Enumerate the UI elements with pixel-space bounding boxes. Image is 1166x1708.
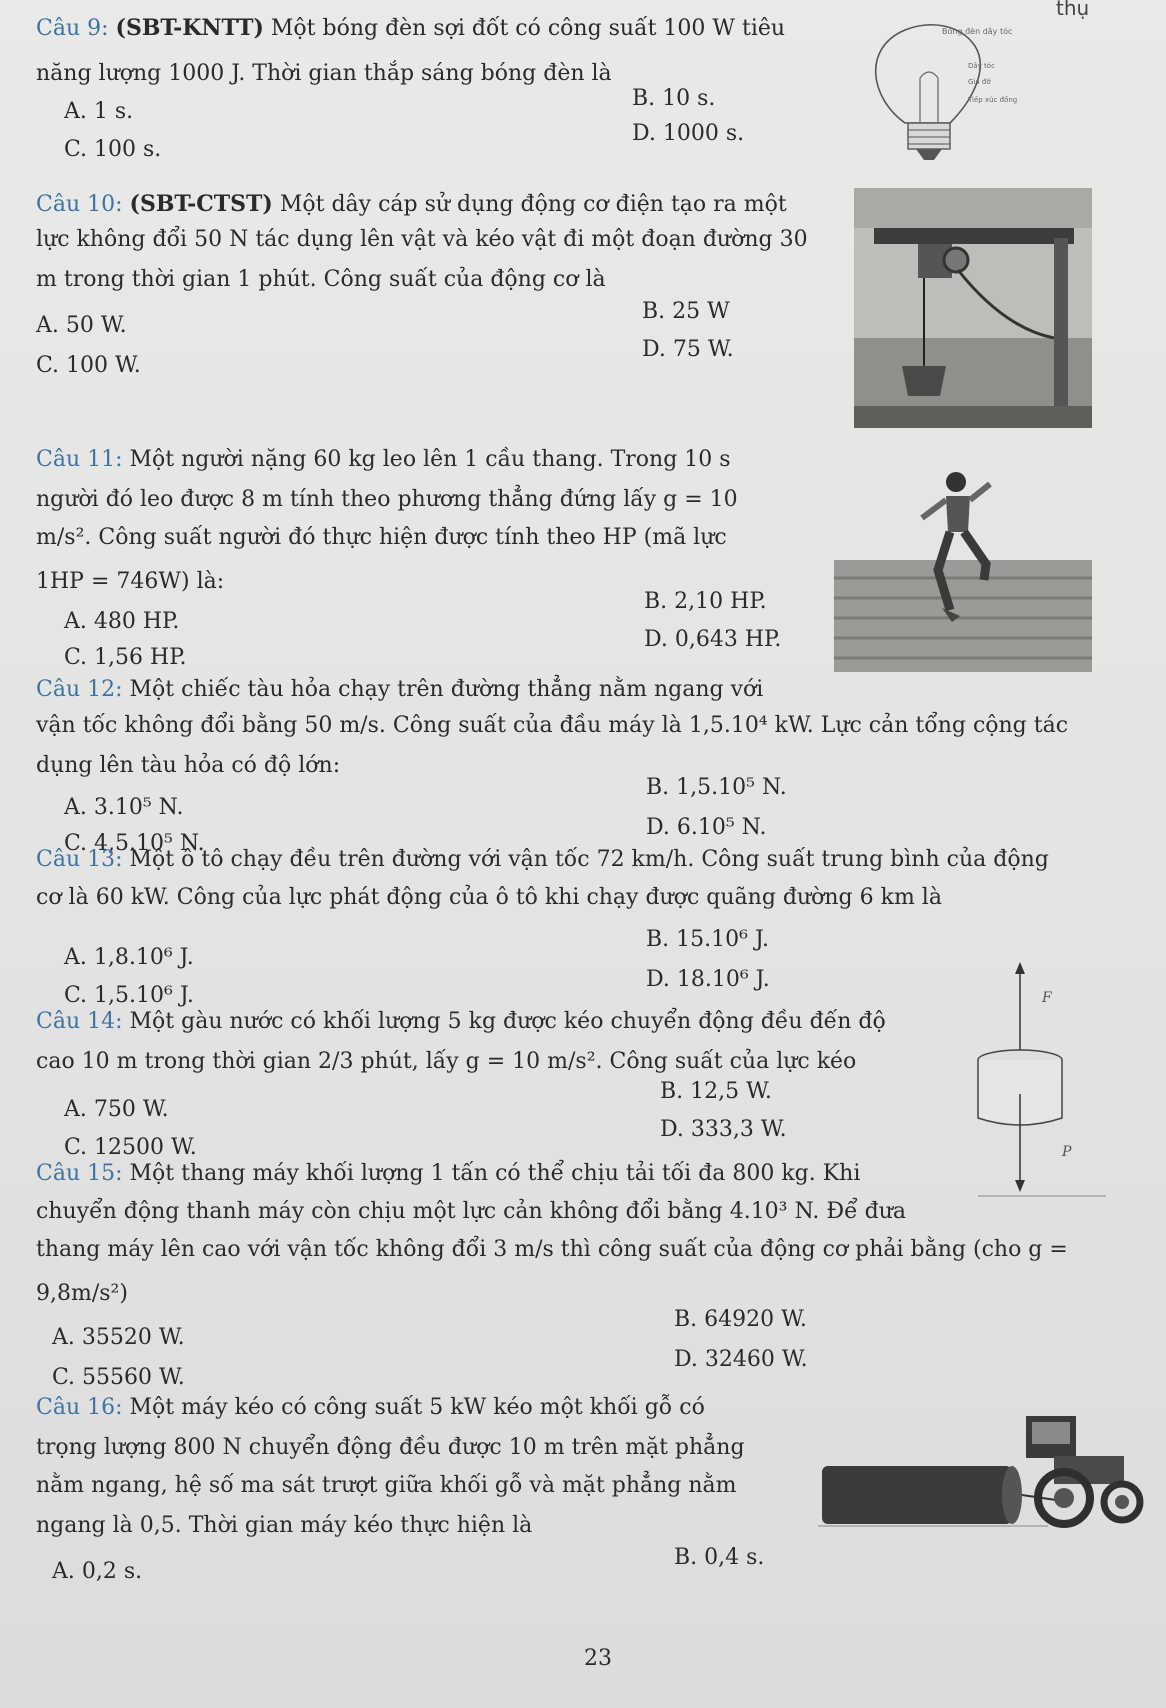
q13-line-1 <box>36 846 1049 874</box>
q12-line-1 <box>36 676 763 704</box>
q10-label: Câu 10: <box>36 192 123 217</box>
q11-label: Câu 11: <box>36 447 123 472</box>
q9-text-2: năng lượng 1000 J. Thời gian thắp sáng bóng đèn là <box>36 61 612 86</box>
q9-line-1 <box>36 14 785 43</box>
force-label-p: P <box>1062 1144 1072 1160</box>
q12-option-d[interactable]: D. 6.10⁵ N. <box>646 815 767 840</box>
runner-photo <box>834 460 1092 672</box>
page-number: 23 <box>584 1646 612 1671</box>
bucket-force-figure <box>960 960 1130 1204</box>
q11-text-1: Một người nặng 60 kg leo lên 1 cầu thang. Trong 10 s <box>129 447 731 472</box>
q10-text-2: lực không đổi 50 N tác dụng lên vật và kéo vật đi một đoạn đường 30 <box>36 227 808 252</box>
q10-line-1 <box>36 190 787 219</box>
q9-label: Câu 9: <box>36 16 109 41</box>
q13-option-d[interactable]: D. 18.10⁶ J. <box>646 967 770 992</box>
tractor-figure <box>818 1400 1148 1550</box>
q10-source: (SBT-CTST) <box>129 191 273 217</box>
q11-text-3: m/s². Công suất người đó thực hiện được tính theo HP (mã lực <box>36 525 727 550</box>
q9-option-b[interactable]: B. 10 s. <box>632 86 716 111</box>
q16-text-4: ngang là 0,5. Thời gian máy kéo thực hiện là <box>36 1513 533 1538</box>
q14-option-a[interactable]: A. 750 W. <box>64 1097 169 1122</box>
q10-option-c[interactable]: C. 100 W. <box>36 353 141 378</box>
q11-option-a[interactable]: A. 480 HP. <box>64 609 180 634</box>
q12-option-b[interactable]: B. 1,5.10⁵ N. <box>646 775 787 800</box>
q16-text-2: trọng lượng 800 N chuyển động đều được 10 m trên mặt phẳng <box>36 1435 745 1460</box>
q12-text-3: dụng lên tàu hỏa có độ lớn: <box>36 753 341 778</box>
q15-option-c[interactable]: C. 55560 W. <box>52 1365 185 1390</box>
q11-text-2: người đó leo được 8 m tính theo phương thẳng đứng lấy g = 10 <box>36 487 738 512</box>
q13-label: Câu 13: <box>36 847 123 872</box>
corner-text: thụ <box>1056 0 1090 20</box>
bulb-label-1: Bóng đèn dây tóc <box>942 27 1013 36</box>
q13-text-1: Một ô tô chạy đều trên đường với vận tốc 72 km/h. Công suất trung bình của động <box>129 847 1049 872</box>
q14-label: Câu 14: <box>36 1009 123 1034</box>
q16-option-a[interactable]: A. 0,2 s. <box>52 1559 143 1584</box>
q15-text-2: chuyển động thanh máy còn chịu một lực cản không đổi bằng 4.10³ N. Để đưa <box>36 1199 906 1224</box>
q14-text-2: cao 10 m trong thời gian 2/3 phút, lấy g = 10 m/s². Công suất của lực kéo <box>36 1049 857 1074</box>
q9-text-1: Một bóng đèn sợi đốt có công suất 100 W tiêu <box>270 16 786 41</box>
q11-option-d[interactable]: D. 0,643 HP. <box>644 627 782 652</box>
q12-option-c[interactable]: C. 4,5.10⁵ N. <box>64 831 205 856</box>
q13-option-a[interactable]: A. 1,8.10⁶ J. <box>64 945 194 970</box>
q14-option-d[interactable]: D. 333,3 W. <box>660 1117 787 1142</box>
light-bulb-figure <box>850 18 1060 178</box>
q15-option-b[interactable]: B. 64920 W. <box>674 1307 807 1332</box>
q11-option-c[interactable]: C. 1,56 HP. <box>64 645 187 670</box>
q10-text-3: m trong thời gian 1 phút. Công suất của động cơ là <box>36 267 606 292</box>
q14-option-b[interactable]: B. 12,5 W. <box>660 1079 772 1104</box>
q10-option-d[interactable]: D. 75 W. <box>642 337 734 362</box>
bulb-label-2: Dây tóc <box>968 62 995 70</box>
q15-label: Câu 15: <box>36 1161 123 1186</box>
q14-option-c[interactable]: C. 12500 W. <box>64 1135 197 1160</box>
q10-option-b[interactable]: B. 25 W <box>642 299 730 324</box>
crane-photo <box>854 188 1092 428</box>
q10-option-a[interactable]: A. 50 W. <box>36 313 127 338</box>
q13-option-b[interactable]: B. 15.10⁶ J. <box>646 927 770 952</box>
q16-text-1: Một máy kéo có công suất 5 kW kéo một khối gỗ có <box>129 1395 705 1420</box>
q12-label: Câu 12: <box>36 677 123 702</box>
q15-text-1: Một thang máy khối lượng 1 tấn có thể chịu tải tối đa 800 kg. Khi <box>129 1161 861 1186</box>
q14-text-1: Một gàu nước có khối lượng 5 kg được kéo chuyển động đều đến độ <box>129 1009 886 1034</box>
q13-text-2: cơ là 60 kW. Công của lực phát động của ô tô khi chạy được quãng đường 6 km là <box>36 885 942 910</box>
q11-line-1 <box>36 446 731 474</box>
q10-text-1: Một dây cáp sử dụng động cơ điện tạo ra một <box>279 192 787 217</box>
force-label-f: F <box>1042 990 1052 1006</box>
q16-line-1 <box>36 1394 705 1422</box>
bulb-label-4: Tiếp xúc đồng <box>968 96 1018 104</box>
q15-text-3: thang máy lên cao với vận tốc không đổi 3 m/s thì công suất của động cơ phải bằng (cho g = <box>36 1237 1068 1262</box>
q11-text-4: 1HP = 746W) là: <box>36 569 225 594</box>
q15-option-d[interactable]: D. 32460 W. <box>674 1347 808 1372</box>
q11-option-b[interactable]: B. 2,10 HP. <box>644 589 767 614</box>
q15-option-a[interactable]: A. 35520 W. <box>52 1325 185 1350</box>
q9-source: (SBT-KNTT) <box>115 15 264 41</box>
q15-text-4: 9,8m/s²) <box>36 1281 128 1306</box>
q13-option-c[interactable]: C. 1,5.10⁶ J. <box>64 983 194 1008</box>
q12-text-2: vận tốc không đổi bằng 50 m/s. Công suất của đầu máy là 1,5.10⁴ kW. Lực cản tổng cộng tác <box>36 713 1069 738</box>
q16-option-b[interactable]: B. 0,4 s. <box>674 1545 765 1570</box>
q16-text-3: nằm ngang, hệ số ma sát trượt giữa khối gỗ và mặt phẳng nằm <box>36 1473 737 1498</box>
q12-text-1: Một chiếc tàu hỏa chạy trên đường thẳng nằm ngang với <box>129 677 764 702</box>
q9-option-c[interactable]: C. 100 s. <box>64 137 162 162</box>
q9-option-a[interactable]: A. 1 s. <box>64 99 134 124</box>
q12-option-a[interactable]: A. 3.10⁵ N. <box>64 795 184 820</box>
q16-label: Câu 16: <box>36 1395 123 1420</box>
bulb-label-3: Giá đỡ <box>968 78 991 86</box>
q15-line-1 <box>36 1160 860 1188</box>
q14-line-1 <box>36 1008 886 1036</box>
q9-option-d[interactable]: D. 1000 s. <box>632 121 745 146</box>
